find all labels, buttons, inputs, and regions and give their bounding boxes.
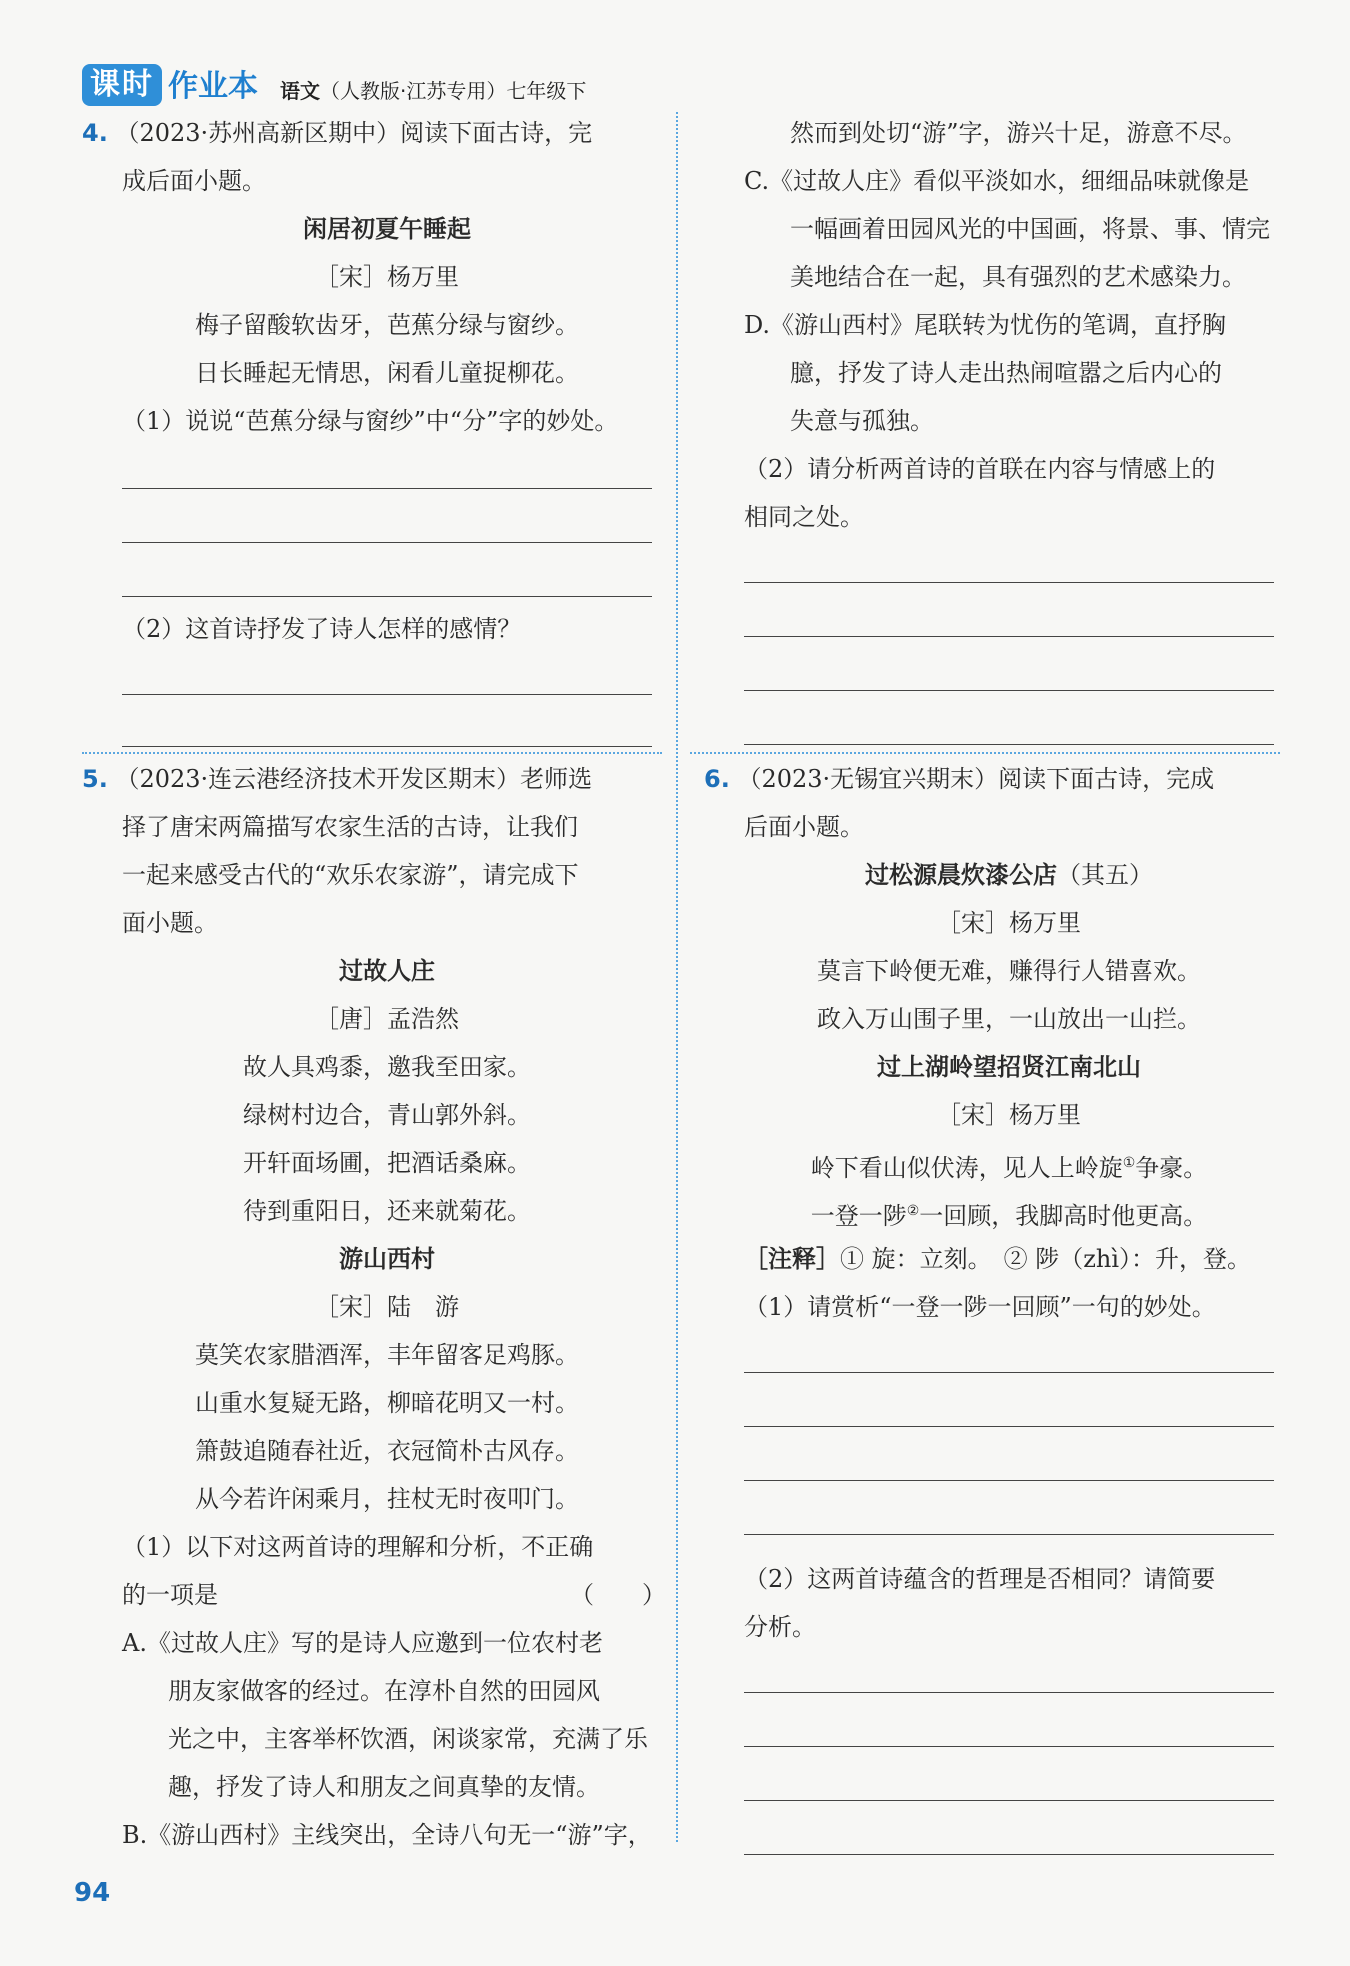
poem-title: 过上湖岭望招贤江南北山 [877, 1053, 1141, 1081]
poem-text: 岭下看山似伏涛，见人上岭旋 [810, 1154, 1123, 1182]
section-divider-left [82, 752, 662, 754]
q5-sub2-line2: 相同之处。 [744, 503, 864, 531]
option-c: C.《过故人庄》看似平淡如水，细细品味就像是 [744, 167, 1250, 195]
answer-line[interactable] [744, 636, 1274, 637]
answer-bracket[interactable]: （ ） [570, 1581, 666, 1609]
answer-line[interactable] [744, 690, 1274, 691]
q5-intro-line: 一起来感受古代的“欢乐农家游”，请完成下 [122, 861, 579, 889]
page-header [82, 58, 586, 106]
poem-title: 过故人庄 [339, 957, 435, 985]
poem-author: ［宋］杨万里 [937, 1101, 1081, 1129]
option-a: A.《过故人庄》写的是诗人应邀到一位农村老 [122, 1629, 603, 1657]
poem-title: 游山西村 [339, 1245, 435, 1273]
poem-author: ［唐］孟浩然 [315, 1005, 459, 1033]
brand-name: 作业本 [168, 69, 258, 104]
q4-sub1: （1）说说“芭蕉分绿与窗纱”中“分”字的妙处。 [122, 407, 619, 435]
answer-line[interactable] [122, 542, 652, 543]
answer-line[interactable] [744, 1746, 1274, 1747]
poem-line [744, 1194, 1274, 1233]
q6-sub1: （1）请赏析“一登一陟一回顾”一句的妙处。 [744, 1293, 1216, 1321]
answer-line[interactable] [122, 488, 652, 489]
poem-line: 待到重阳日，还来就菊花。 [243, 1197, 531, 1225]
poem-line: 莫言下岭便无难，赚得行人错喜欢。 [817, 957, 1201, 985]
q5-intro-line1 [82, 762, 592, 796]
answer-line[interactable] [744, 744, 1274, 745]
column-divider [676, 112, 678, 1842]
poem-author: ［宋］杨万里 [937, 909, 1081, 937]
answer-line[interactable] [744, 1426, 1274, 1427]
q6-intro-text: （2023·无锡宜兴期末）阅读下面古诗，完成 [737, 765, 1215, 793]
option-d: D.《游山西村》尾联转为忧伤的笔调，直抒胸 [744, 311, 1227, 339]
option-c-cont: 一幅画着田园风光的中国画，将景、事、情完 [790, 215, 1270, 243]
poem-line: 莫笑农家腊酒浑，丰年留客足鸡豚。 [195, 1341, 579, 1369]
q4-sub2: （2）这首诗抒发了诗人怎样的感情？ [122, 615, 522, 643]
q5-sub1-line1: （1）以下对这两首诗的理解和分析，不正确 [122, 1533, 594, 1561]
answer-line[interactable] [744, 1692, 1274, 1693]
note [744, 1242, 1251, 1276]
poem-line: 箫鼓追随春社近，衣冠简朴古风存。 [195, 1437, 579, 1465]
poem-line: 政入万山围子里，一山放出一山拦。 [817, 1005, 1201, 1033]
poem-title-row [744, 858, 1274, 892]
q5-intro-line: 面小题。 [122, 909, 218, 937]
section-divider-right [690, 752, 1280, 754]
q6-intro-line2: 后面小题。 [744, 813, 864, 841]
poem-author: ［宋］陆 游 [315, 1293, 459, 1321]
poem-text: 一回顾，我脚高时他更高。 [919, 1202, 1208, 1230]
q5-intro-line: 择了唐宋两篇描写农家生活的古诗，让我们 [122, 813, 578, 841]
q5-sub2-line1: （2）请分析两首诗的首联在内容与情感上的 [744, 455, 1216, 483]
answer-line[interactable] [744, 1534, 1274, 1535]
page-number: 94 [74, 1878, 111, 1908]
poem-title: 过松源晨炊漆公店 [865, 861, 1057, 889]
answer-line[interactable] [744, 1800, 1274, 1801]
question-number: 6. [704, 765, 730, 793]
option-a-cont: 光之中，主客举杯饮酒，闲谈家常，充满了乐 [168, 1725, 648, 1753]
poem-text: 一登一陟 [810, 1202, 907, 1230]
poem-line: 山重水复疑无路，柳暗花明又一村。 [195, 1389, 579, 1417]
poem-line: 故人具鸡黍，邀我至田家。 [243, 1053, 531, 1081]
answer-line[interactable] [122, 694, 652, 695]
option-a-cont: 朋友家做客的经过。在淳朴自然的田园风 [168, 1677, 600, 1705]
q6-sub2-line2: 分析。 [744, 1613, 816, 1641]
subject: 语文 [280, 79, 320, 103]
answer-line[interactable] [744, 1854, 1274, 1855]
brand-logo: 课时 [82, 64, 162, 106]
q4-intro-text: （2023·苏州高新区期中）阅读下面古诗，完 [115, 119, 593, 147]
poem-line: 日长睡起无情思，闲看儿童捉柳花。 [195, 359, 579, 387]
note-label: ［注释］ [744, 1245, 840, 1273]
q4-intro-line2: 成后面小题。 [122, 167, 266, 195]
question-number: 5. [82, 765, 108, 793]
poem-title-suffix: （其五） [1057, 861, 1153, 889]
answer-line[interactable] [122, 596, 652, 597]
answer-line[interactable] [744, 1480, 1274, 1481]
q5-intro-text: （2023·连云港经济技术开发区期末）老师选 [115, 765, 593, 793]
poem-author: ［宋］杨万里 [315, 263, 459, 291]
poem-line: 从今若许闲乘月，拄杖无时夜叩门。 [195, 1485, 579, 1513]
book-info [280, 76, 586, 106]
option-c-cont: 美地结合在一起，具有强烈的艺术感染力。 [790, 263, 1246, 291]
answer-line[interactable] [744, 582, 1274, 583]
answer-line[interactable] [122, 746, 652, 747]
poem-text: 争豪。 [1135, 1154, 1208, 1182]
poem-title: 闲居初夏午睡起 [303, 215, 471, 243]
poem-line [744, 1146, 1274, 1185]
q6-sub2-line1: （2）这两首诗蕴含的哲理是否相同？请简要 [744, 1565, 1216, 1593]
q4-intro-line1 [82, 116, 592, 150]
poem-line: 绿树村边合，青山郭外斜。 [243, 1101, 531, 1129]
question-number: 4. [82, 119, 108, 147]
note-text: ① 旋：立刻。 ② 陟（zhì）：升，登。 [840, 1245, 1252, 1273]
footnote-mark: ① [1122, 1155, 1136, 1171]
q6-intro-line1 [704, 762, 1214, 796]
answer-line[interactable] [744, 1372, 1274, 1373]
option-d-cont: 臆，抒发了诗人走出热闹喧嚣之后内心的 [790, 359, 1222, 387]
poem-line: 梅子留酸软齿牙，芭蕉分绿与窗纱。 [195, 311, 579, 339]
option-d-cont: 失意与孤独。 [790, 407, 934, 435]
footnote-mark: ② [906, 1203, 920, 1219]
q5-sub1-line2: 的一项是 [122, 1581, 218, 1609]
option-b: B.《游山西村》主线突出，全诗八句无一“游”字， [122, 1821, 652, 1849]
option-a-cont: 趣，抒发了诗人和朋友之间真挚的友情。 [168, 1773, 600, 1801]
edition: （人教版·江苏专用）七年级下 [320, 79, 587, 103]
poem-line: 开轩面场圃，把酒话桑麻。 [243, 1149, 531, 1177]
option-b-cont: 然而到处切“游”字，游兴十足，游意不尽。 [790, 119, 1247, 147]
